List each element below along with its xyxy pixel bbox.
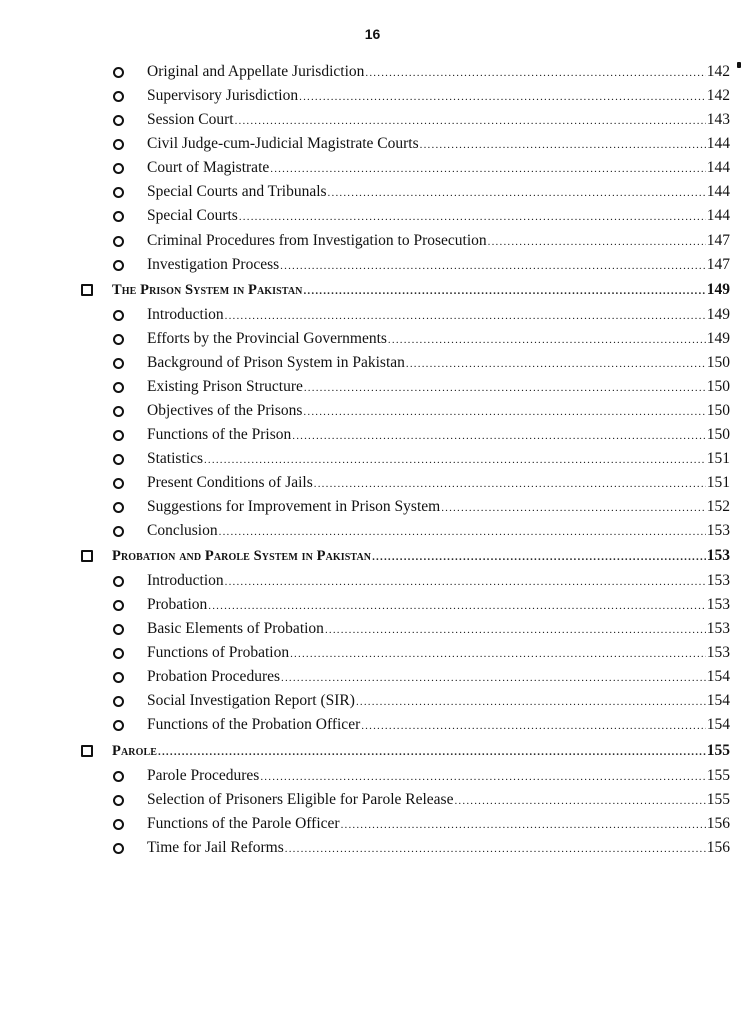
- toc-subsection-entry: [0, 521, 745, 543]
- toc-subsection-entry: [0, 425, 745, 447]
- toc-subsection-entry: [0, 231, 745, 253]
- toc-subsection-entry: [0, 715, 745, 737]
- toc-entry-line: [147, 571, 730, 592]
- toc-page-number: 154: [706, 716, 730, 733]
- circle-bullet-icon: [113, 236, 124, 247]
- toc-entry-line: [147, 766, 730, 787]
- circle-bullet-icon: [113, 454, 124, 465]
- toc-page-number: 153: [706, 596, 730, 613]
- toc-entry-title: Parole: [112, 743, 158, 759]
- toc-entry-title: Suggestions for Improvement in Prison System: [147, 498, 441, 515]
- toc-entry-title: Functions of the Parole Officer: [147, 815, 340, 832]
- dot-leader: [299, 87, 706, 107]
- dot-leader: [285, 839, 706, 859]
- toc-subsection-entry: [0, 377, 745, 399]
- dot-leader: [406, 354, 706, 374]
- dot-leader: [372, 547, 706, 567]
- toc-subsection-entry: [0, 158, 745, 180]
- toc-subsection-entry: [0, 62, 745, 84]
- dot-leader: [365, 63, 705, 83]
- toc-entry-line: [147, 86, 730, 107]
- dot-leader: [225, 572, 706, 592]
- circle-bullet-icon: [113, 139, 124, 150]
- circle-bullet-icon: [113, 406, 124, 417]
- circle-bullet-icon: [113, 600, 124, 611]
- toc-subsection-entry: [0, 643, 745, 665]
- circle-bullet-icon: [113, 187, 124, 198]
- dot-leader: [420, 135, 706, 155]
- circle-bullet-icon: [113, 502, 124, 513]
- dot-leader: [356, 692, 706, 712]
- toc-page-number: 156: [706, 839, 730, 856]
- dot-leader: [441, 498, 706, 518]
- dot-leader: [260, 767, 705, 787]
- circle-bullet-icon: [113, 795, 124, 806]
- dot-leader: [303, 402, 705, 422]
- square-bullet-icon: [81, 745, 93, 757]
- toc-page-number: 153: [706, 644, 730, 661]
- toc-page-number: 144: [706, 159, 730, 176]
- toc-entry-title: The Prison System in Pakistan: [112, 282, 303, 298]
- toc-entry-title: Session Court: [147, 111, 234, 128]
- toc-entry-line: [147, 790, 730, 811]
- circle-bullet-icon: [113, 720, 124, 731]
- toc-entry-title: Basic Elements of Probation: [147, 620, 324, 637]
- toc-subsection-entry: [0, 110, 745, 132]
- toc-entry-line: [112, 280, 730, 301]
- toc-entry-line: [147, 667, 730, 688]
- toc-subsection-entry: [0, 497, 745, 519]
- toc-subsection-entry: [0, 667, 745, 689]
- dot-leader: [361, 716, 706, 736]
- toc-entry-line: [112, 741, 730, 762]
- dot-leader: [292, 426, 706, 446]
- circle-bullet-icon: [113, 358, 124, 369]
- toc-entry-title: Civil Judge-cum-Judicial Magistrate Courts: [147, 135, 419, 152]
- toc-entry-title: Present Conditions of Jails: [147, 474, 313, 491]
- toc-page-number: 150: [706, 402, 730, 419]
- circle-bullet-icon: [113, 771, 124, 782]
- circle-bullet-icon: [113, 648, 124, 659]
- toc-entry-line: [147, 134, 730, 155]
- toc-subsection-entry: [0, 473, 745, 495]
- circle-bullet-icon: [113, 211, 124, 222]
- page-number: 16: [364, 26, 381, 42]
- circle-bullet-icon: [113, 260, 124, 271]
- toc-entry-title: Parole Procedures: [147, 767, 260, 784]
- toc-page-number: 144: [706, 207, 730, 224]
- toc-subsection-entry: [0, 305, 745, 327]
- toc-subsection-entry: [0, 206, 745, 228]
- toc-page-number: 153: [706, 620, 730, 637]
- toc-page-number: 155: [706, 791, 730, 808]
- toc-entry-line: [147, 643, 730, 664]
- toc-entry-title: Selection of Prisoners Eligible for Parole Release: [147, 791, 454, 808]
- dot-leader: [239, 207, 706, 227]
- toc-entry-title: Statistics: [147, 450, 203, 467]
- toc-subsection-entry: [0, 86, 745, 108]
- circle-bullet-icon: [113, 624, 124, 635]
- dot-leader: [219, 522, 706, 542]
- dot-leader: [280, 256, 706, 276]
- toc-entry-line: [147, 473, 730, 494]
- toc-entry-line: [147, 715, 730, 736]
- toc-entry-title: Functions of the Probation Officer: [147, 716, 361, 733]
- toc-page-number: 156: [706, 815, 730, 832]
- toc-page-number: 154: [706, 668, 730, 685]
- toc-entry-title: Investigation Process: [147, 256, 280, 273]
- toc-entry-title: Functions of Probation: [147, 644, 290, 661]
- toc-section-entry: [0, 546, 745, 568]
- toc-page-number: 153: [706, 522, 730, 539]
- square-bullet-icon: [81, 284, 93, 296]
- toc-entry-title: Efforts by the Provincial Governments: [147, 330, 387, 347]
- circle-bullet-icon: [113, 67, 124, 78]
- toc-entry-line: [147, 231, 730, 252]
- toc-page-number: 151: [706, 474, 730, 491]
- toc-entry-line: [147, 838, 730, 859]
- toc-entry-title: Introduction: [147, 572, 224, 589]
- dot-leader: [158, 742, 706, 762]
- toc-page-number: 155: [706, 767, 730, 784]
- toc-page-number: 150: [706, 354, 730, 371]
- circle-bullet-icon: [113, 163, 124, 174]
- circle-bullet-icon: [113, 819, 124, 830]
- dot-leader: [328, 183, 706, 203]
- toc-entry-line: [112, 546, 730, 567]
- circle-bullet-icon: [113, 843, 124, 854]
- toc-page-number: 147: [706, 232, 730, 249]
- toc-subsection-entry: [0, 329, 745, 351]
- toc-entry-title: Conclusion: [147, 522, 218, 539]
- toc-entry-line: [147, 497, 730, 518]
- toc-entry-line: [147, 110, 730, 131]
- toc-page-number: 149: [706, 330, 730, 347]
- dot-leader: [303, 281, 705, 301]
- toc-entry-line: [147, 182, 730, 203]
- toc-subsection-entry: [0, 255, 745, 277]
- circle-bullet-icon: [113, 382, 124, 393]
- dot-leader: [325, 620, 706, 640]
- circle-bullet-icon: [113, 672, 124, 683]
- toc-entry-line: [147, 425, 730, 446]
- toc-page-number: 150: [706, 378, 730, 395]
- dot-leader: [341, 815, 706, 835]
- dot-leader: [281, 668, 706, 688]
- toc-page-number: 151: [706, 450, 730, 467]
- toc-entry-line: [147, 449, 730, 470]
- toc-entry-line: [147, 255, 730, 276]
- toc-subsection-entry: [0, 766, 745, 788]
- toc-entry-title: Probation: [147, 596, 208, 613]
- dot-leader: [454, 791, 705, 811]
- toc-entry-line: [147, 329, 730, 350]
- toc-page-number: 142: [706, 87, 730, 104]
- toc-subsection-entry: [0, 691, 745, 713]
- toc-subsection-entry: [0, 353, 745, 375]
- toc-page-number: 152: [706, 498, 730, 515]
- toc-entry-line: [147, 619, 730, 640]
- toc-page-number: 149: [706, 306, 730, 323]
- toc-entry-title: Introduction: [147, 306, 224, 323]
- toc-subsection-entry: [0, 838, 745, 860]
- toc-page-number: 143: [706, 111, 730, 128]
- toc-entry-line: [147, 521, 730, 542]
- toc-entry-title: Criminal Procedures from Investigation to Prosecution: [147, 232, 487, 249]
- circle-bullet-icon: [113, 310, 124, 321]
- toc-entry-title: Original and Appellate Jurisdiction: [147, 63, 365, 80]
- toc-subsection-entry: [0, 814, 745, 836]
- toc-page-number: 144: [706, 135, 730, 152]
- toc-subsection-entry: [0, 619, 745, 641]
- toc-section-entry: [0, 741, 745, 763]
- toc-entry-line: [147, 814, 730, 835]
- dot-leader: [208, 596, 705, 616]
- dot-leader: [314, 474, 706, 494]
- toc-section-entry: [0, 280, 745, 302]
- toc-entry-line: [147, 158, 730, 179]
- toc-subsection-entry: [0, 595, 745, 617]
- toc-entry-title: Background of Prison System in Pakistan: [147, 354, 405, 371]
- toc-entry-title: Probation and Parole System in Pakistan: [112, 548, 372, 564]
- toc-entry-title: Supervisory Jurisdiction: [147, 87, 299, 104]
- toc-entry-line: [147, 691, 730, 712]
- circle-bullet-icon: [113, 478, 124, 489]
- toc-subsection-entry: [0, 790, 745, 812]
- toc-page-number: 153: [706, 572, 730, 589]
- toc-entry-title: Probation Procedures: [147, 668, 281, 685]
- dot-leader: [290, 644, 706, 664]
- toc-subsection-entry: [0, 401, 745, 423]
- toc-entry-line: [147, 353, 730, 374]
- dot-leader: [388, 330, 706, 350]
- circle-bullet-icon: [113, 526, 124, 537]
- dot-leader: [304, 378, 706, 398]
- toc-entry-line: [147, 62, 730, 83]
- toc-page-number: 155: [706, 742, 730, 759]
- dot-leader: [204, 450, 706, 470]
- toc-subsection-entry: [0, 182, 745, 204]
- dot-leader: [270, 159, 705, 179]
- toc-entry-title: Social Investigation Report (SIR): [147, 692, 355, 709]
- toc-page-number: 147: [706, 256, 730, 273]
- circle-bullet-icon: [113, 115, 124, 126]
- toc-entry-title: Existing Prison Structure: [147, 378, 303, 395]
- toc-page-number: 153: [706, 547, 730, 564]
- circle-bullet-icon: [113, 430, 124, 441]
- dot-leader: [488, 232, 706, 252]
- toc-entry-line: [147, 595, 730, 616]
- toc-entry-title: Special Courts and Tribunals: [147, 183, 327, 200]
- toc-page-number: 149: [706, 281, 730, 298]
- circle-bullet-icon: [113, 91, 124, 102]
- circle-bullet-icon: [113, 696, 124, 707]
- toc-subsection-entry: [0, 134, 745, 156]
- toc-entry-title: Time for Jail Reforms: [147, 839, 284, 856]
- circle-bullet-icon: [113, 576, 124, 587]
- toc-entry-title: Court of Magistrate: [147, 159, 270, 176]
- toc-entry-title: Special Courts: [147, 207, 238, 224]
- circle-bullet-icon: [113, 334, 124, 345]
- dot-leader: [235, 111, 706, 131]
- toc-page-number: 150: [706, 426, 730, 443]
- toc-entry-line: [147, 305, 730, 326]
- toc-page-number: 144: [706, 183, 730, 200]
- toc-entry-line: [147, 206, 730, 227]
- toc-subsection-entry: [0, 449, 745, 471]
- toc-page-number: 142: [706, 63, 730, 80]
- toc-entry-title: Objectives of the Prisons: [147, 402, 303, 419]
- toc-entry-line: [147, 401, 730, 422]
- toc-page-number: 154: [706, 692, 730, 709]
- toc-entry-title: Functions of the Prison: [147, 426, 292, 443]
- toc-subsection-entry: [0, 571, 745, 593]
- dot-leader: [225, 306, 706, 326]
- toc-entry-line: [147, 377, 730, 398]
- square-bullet-icon: [81, 550, 93, 562]
